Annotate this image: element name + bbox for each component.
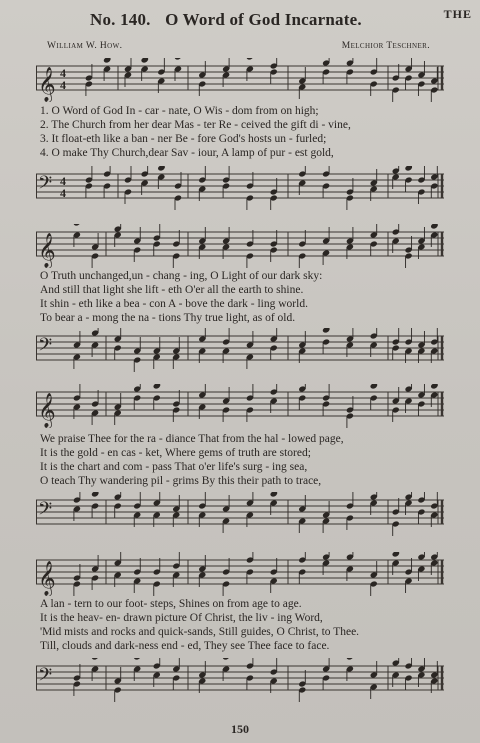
bass-clef-icon: 𝄢 bbox=[38, 499, 53, 524]
hymn-name: O Word of God Incarnate. bbox=[165, 10, 362, 29]
time-signature: 4 bbox=[60, 66, 66, 80]
author-credit: William W. How. bbox=[47, 41, 123, 51]
lyric-line: O teach Thy wandering pil - grims By this their path to trace, bbox=[40, 475, 322, 487]
lyric-line: And still that light she lift - eth O'er all the earth to shine. bbox=[40, 284, 304, 296]
lyric-line: O Truth unchanged,un - chang - ing, O Light of our dark sky: bbox=[40, 270, 323, 282]
lyric-line: 'Mid mists and rocks and quick-sands, Still guides, O Christ, to Thee. bbox=[40, 626, 360, 638]
lyric-line: We praise Thee for the ra - diance That from the hal - lowed page, bbox=[40, 433, 344, 445]
lyric-line: Till, clouds and dark-ness end - ed, They see Thee face to face. bbox=[40, 640, 330, 652]
lyric-line: 4. O make Thy Church,dear Sav - iour, A lamp of pur - est gold, bbox=[40, 147, 334, 159]
time-signature: 4 bbox=[60, 186, 66, 200]
note-head bbox=[246, 58, 254, 61]
hymn-number: No. 140. bbox=[90, 10, 151, 29]
lyric-line: It is the chart and com - pass That o'er life's surg - ing sea, bbox=[40, 461, 308, 473]
composer-credit: Melchior Teschner. bbox=[341, 41, 430, 51]
lyric-line: 3. It float-eth like a ban - ner Be - fore God's hosts un - furled; bbox=[40, 133, 327, 145]
hymn-title bbox=[90, 10, 362, 30]
note-head bbox=[346, 658, 354, 661]
lyric-line: 1. O Word of God In - car - nate, O Wis - dom from on high; bbox=[40, 105, 319, 117]
bass-staff bbox=[36, 328, 446, 372]
treble-staff bbox=[36, 384, 446, 428]
note-head bbox=[133, 658, 141, 661]
bass-staff bbox=[36, 658, 446, 702]
lyric-line: It shin - eth like a bea - con A - bove the dark - ling world. bbox=[40, 298, 308, 310]
note-head bbox=[174, 58, 182, 61]
lyrics-block bbox=[40, 597, 440, 653]
note-head bbox=[222, 658, 230, 661]
treble-clef-icon: 𝄞 bbox=[38, 393, 56, 428]
time-signature: 4 bbox=[60, 78, 66, 92]
lyric-line: It is the heav- en- drawn picture Of Christ, the liv - ing Word, bbox=[40, 612, 323, 624]
treble-staff bbox=[36, 58, 446, 102]
lyrics-block bbox=[40, 269, 440, 325]
lyric-line: To bear a - mong the na - tions Thy true light, as of old. bbox=[40, 312, 296, 324]
time-signature: 4 bbox=[60, 174, 66, 188]
bass-clef-icon: 𝄢 bbox=[38, 665, 53, 690]
lyric-line: It is the gold - en cas - ket, Where gems of truth are stored; bbox=[40, 447, 311, 459]
lyrics-block bbox=[40, 432, 440, 488]
treble-clef-icon: 𝄞 bbox=[38, 561, 56, 596]
lyrics-block bbox=[40, 104, 440, 160]
lyric-line: A lan - tern to our foot- steps, Shines on from age to age. bbox=[40, 598, 302, 610]
bass-clef-icon: 𝄢 bbox=[38, 335, 53, 360]
page-number: 150 bbox=[231, 722, 249, 736]
note-head bbox=[73, 224, 81, 227]
lyric-line: 2. The Church from her dear Mas - ter Re - ceived the gift di - vine, bbox=[40, 119, 351, 131]
treble-clef-icon: 𝄞 bbox=[38, 67, 56, 102]
bass-staff bbox=[36, 492, 446, 536]
treble-staff bbox=[36, 552, 446, 596]
bass-staff bbox=[36, 166, 446, 210]
section-label: THE bbox=[443, 7, 472, 21]
note-head bbox=[91, 658, 99, 661]
treble-staff bbox=[36, 224, 446, 268]
treble-clef-icon: 𝄞 bbox=[38, 233, 56, 268]
bass-clef-icon: 𝄢 bbox=[38, 173, 53, 198]
